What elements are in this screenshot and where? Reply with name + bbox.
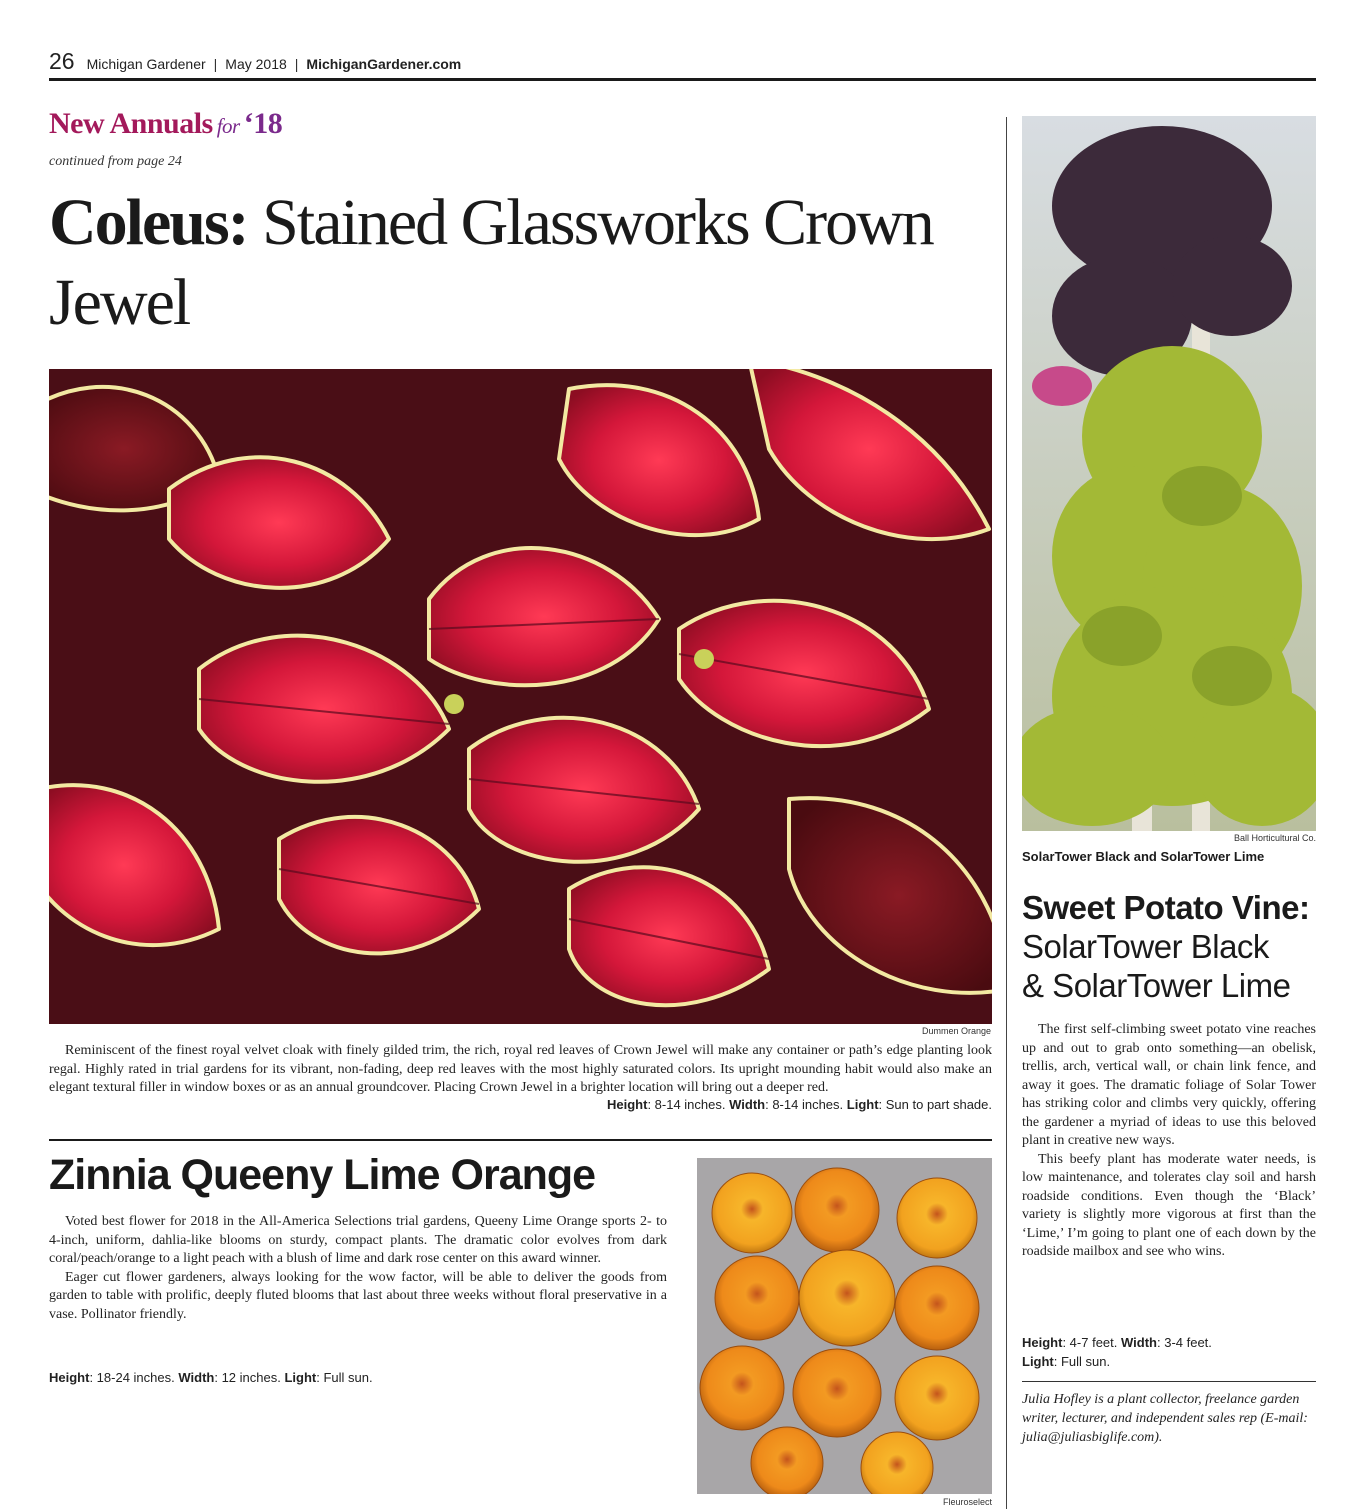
kicker-year: ‘18 [243,107,283,140]
width-label: Width [178,1370,215,1385]
section-kicker [49,107,282,141]
sweet-potato-headline [1022,888,1322,1005]
sweet-potato-paragraph-2: This beefy plant has moderate water needs, is low maintenance, and tolerates clay soil and harsh roadside conditions. Even though the ‘Black’ variety is slightly more vigorous at first than the ‘Lime,’ I’m going to plant one of each down by the roadside mailbox and see who wins. [1022,1151,1316,1259]
sweet-potato-specs [1022,1333,1316,1371]
zinnia-photo-credit: Fleuroselect [942,1497,992,1507]
height-label: Height [49,1370,90,1385]
author-bio: Julia Hofley is a plant collector, freelance garden writer, lecturer, and independent sales rep (E-mail: julia@juliasbiglife.com). [1022,1392,1308,1445]
height-label: Height [1022,1335,1063,1350]
coleus-specs [540,1097,992,1112]
kicker-main: New Annuals [49,107,213,140]
width-value: : 8-14 inches. [765,1097,844,1112]
sweet-potato-body [1022,1021,1316,1262]
coleus-photo-credit: Dummen Orange [921,1026,991,1036]
column-divider [1006,117,1007,1509]
publication-name: Michigan Gardener [86,56,206,72]
sweet-potato-caption: SolarTower Black and SolarTower Lime [1022,849,1265,864]
zinnia-paragraph-1: Voted best flower for 2018 in the All-America Selections trial gardens, Queeny Lime Orange sports 2- to 4-inch, uniform, dahlia-like blooms on sturdy, compact plants. The dramatic color evolves from dark coral/peach/orange to a light peach with a blush of lime and dark rose center on this award winner. [49,1214,667,1266]
height-label: Height [606,1097,648,1112]
zinnia-headline: Zinnia Queeny Lime Orange [49,1151,596,1199]
section-rule [49,1139,992,1141]
sweet-potato-headline-line3: & SolarTower Lime [1022,967,1291,1004]
light-label: Light [1022,1354,1054,1369]
coleus-headline-rest: Stained Glassworks Crown Jewel [49,186,933,339]
width-value: : 3-4 feet. [1156,1335,1212,1350]
header-separator: | [213,56,218,72]
light-label: Light [846,1097,879,1112]
zinnia-paragraph-2: Eager cut flower gardeners, always looking for the wow factor, will be able to deliver the goods from garden to table with prolific, deeply fluted blooms that last about three weeks without floral preservative in a vase. Pollinator friendly. [49,1269,667,1322]
running-header [49,48,1319,76]
coleus-headline-bold: Coleus: [49,186,248,259]
header-separator: | [294,56,299,72]
height-value: : 4-7 feet. [1062,1335,1118,1350]
kicker-for: for [216,114,240,138]
page-number: 26 [49,48,75,74]
sweet-potato-paragraph-1: The first self-climbing sweet potato vine reaches up and out to grab onto something—an obelisk, trellis, arch, vertical wall, or chain link fence, and away it goes. The dramatic foliage of Solar Tower has striking color and climbs very quickly, offering the gardener a myriad of ideas to use this beloved plant in creative new ways. [1022,1022,1316,1148]
width-value: : 12 inches. [214,1370,281,1385]
height-value: : 18-24 inches. [89,1370,175,1385]
sweet-potato-headline-bold: Sweet Potato Vine: [1022,889,1310,926]
header-rule [49,78,1316,81]
sweet-potato-headline-line2: SolarTower Black [1022,928,1269,965]
issue-date: May 2018 [225,56,287,72]
coleus-paragraph: Reminiscent of the finest royal velvet cloak with finely gilded trim, the rich, royal red leaves of Crown Jewel will make any container or path’s edge planting look regal. Highly rated in trial gardens for its vibrant, non-fading, deep red leaves with the most highly saturated colors. Its upright mounding habit would also make an elegant textural filler in window boxes or as an annual groundcover. Placing Crown Jewel in a brighter location will bring out a deeper red. [49,1043,992,1095]
zinnia-body [49,1213,667,1324]
zinnia-specs [49,1370,667,1385]
sweet-potato-photo-credit: Ball Horticultural Co. [1233,833,1316,843]
coleus-photo [49,369,992,1024]
sweet-potato-photo [1022,116,1316,831]
light-value: : Full sun. [316,1370,373,1385]
light-value: : Full sun. [1053,1354,1111,1369]
height-value: : 8-14 inches. [647,1097,726,1112]
width-label: Width [729,1097,766,1112]
coleus-body [49,1042,992,1098]
website-link[interactable]: MichiganGardener.com [306,56,462,72]
coleus-headline [49,183,989,343]
width-label: Width [1121,1335,1157,1350]
light-value: : Sun to part shade. [878,1097,992,1112]
continued-note: continued from page 24 [49,154,182,169]
light-label: Light [284,1370,317,1385]
zinnia-photo [697,1158,992,1494]
bio-rule [1022,1381,1316,1382]
